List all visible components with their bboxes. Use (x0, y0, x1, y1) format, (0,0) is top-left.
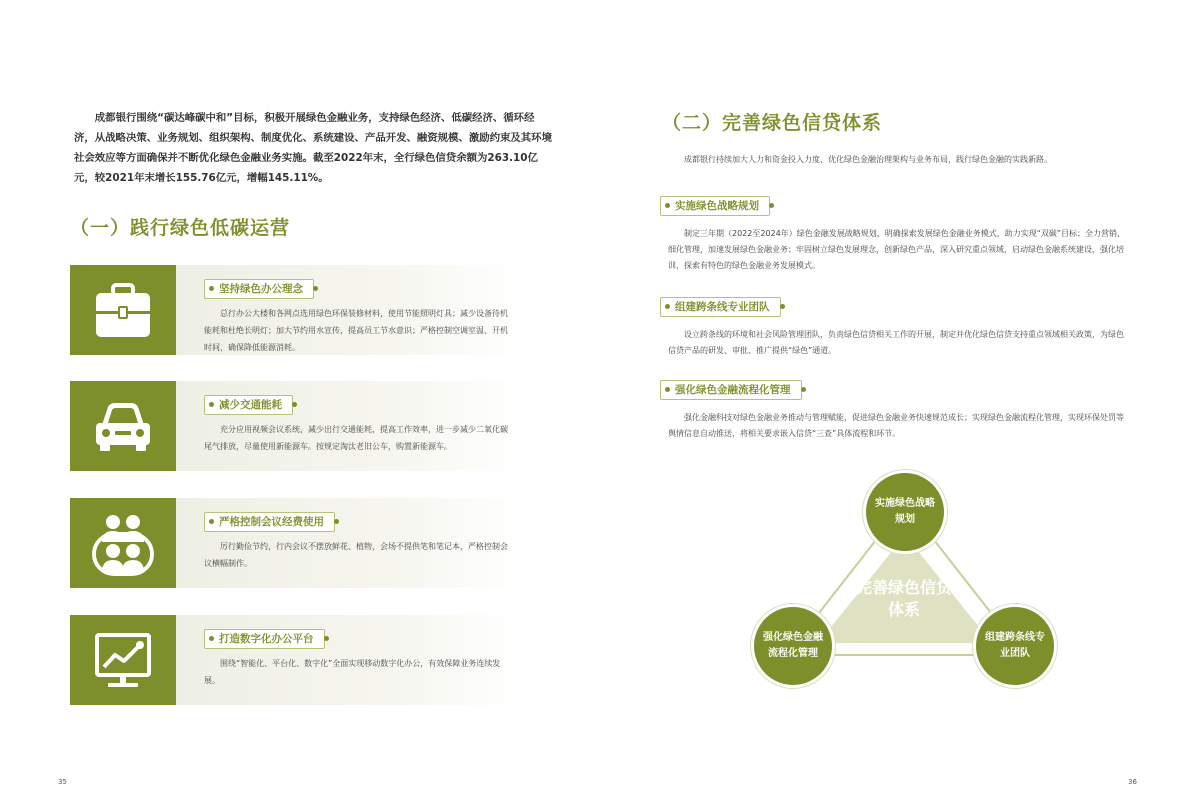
practice-item-desc: 总行办公大楼和各网点选用绿色环保装修材料，使用节能照明灯具；减少设备待机能耗和杜绝长明灯；加大节约用水宣传，提高员工节水意识；严格控制空调室温、开机时间，确保降低能源消耗。 (204, 309, 508, 352)
icon-box (70, 615, 176, 705)
practice-item (70, 615, 526, 705)
practice-item (70, 498, 526, 588)
practice-item (70, 265, 526, 355)
credit-system-diagram (740, 465, 1070, 695)
page-number-right: 36 (1128, 778, 1137, 786)
people-icon (70, 498, 176, 588)
subsection-title: 组建跨条线专业团队 (660, 297, 781, 317)
diagram-node-top: 实施绿色战略规划 (866, 473, 944, 551)
right-intro: 成都银行持续加大人力和资金投入力度，优化绿色金融治理架构与业务布局，践行绿色金融的实践新路。 (684, 155, 1052, 164)
icon-box (70, 381, 176, 471)
car-icon (70, 381, 176, 471)
subsection-desc: 强化金融科技对绿色金融业务推动与管理赋能，促进绿色金融业务快速规范成长；实现绿色金融流程化管理，实现环保处罚等舆情信息自动推送，将相关要求嵌入信贷“三查”具体流程和环节。 (668, 413, 1124, 438)
subsection-title: 强化绿色金融流程化管理 (660, 380, 802, 400)
practice-item-desc: 围绕“智能化、平台化、数字化”全面实现移动数字化办公，有效保障业务连续发展。 (204, 659, 501, 685)
practice-item-desc: 厉行勤俭节约，行内会议不摆放鲜花、植物，会场不提供笔和笔记本，严格控制会议横幅制作。 (204, 542, 508, 568)
practice-item-desc: 充分应用视频会议系统，减少出行交通能耗，提高工作效率，进一步减少二氧化碳尾气排放，尽量使用新能源车。按规定淘汰老旧公车，购置新能源车。 (204, 425, 508, 451)
page-number-left: 35 (58, 778, 67, 786)
practice-item-title: 打造数字化办公平台 (204, 629, 325, 649)
practice-item (70, 381, 526, 471)
practice-item-title: 减少交通能耗 (204, 395, 293, 415)
briefcase-icon (70, 265, 176, 355)
subsection-title: 实施绿色战略规划 (660, 196, 770, 216)
subsection-desc: 制定三年期（2022至2024年）绿色金融发展战略规划，明确探索发展绿色金融业务模式，助力实现“双碳”目标；全力营销、细化管理，加速发展绿色金融业务；牢固树立绿色发展理念，创新绿色产品，深入研究重点领域，启动绿色金融系统建设，强化培训，探索有特色的绿色金融业务发展模式。 (668, 229, 1126, 270)
intro-paragraph: 成都银行围绕“碳达峰碳中和”目标，积极开展绿色金融业务，支持绿色经济、低碳经济、循环经济，从战略决策、业务规划、组织架构、制度优化、系统建设、产品开发、融资规模、激励约束及其环境社会效应等方面确保并不断优化绿色金融业务实施。截至2022年末，全行绿色信贷余额为263.10亿元，较2021年末增长155.76亿元，增幅145.11%。 (74, 112, 552, 184)
diagram-center-label: 完善绿色信贷体系 (855, 578, 952, 619)
section-title-left: （一）践行绿色低碳运营 (70, 217, 291, 239)
practice-item-title: 严格控制会议经费使用 (204, 512, 335, 532)
icon-box (70, 265, 176, 355)
practice-item-title: 坚持绿色办公理念 (204, 279, 314, 299)
section-title-right: （二）完善绿色信贷体系 (662, 112, 883, 134)
diagram-node-right: 组建跨条线专业团队 (976, 607, 1054, 685)
diagram-node-left: 强化绿色金融流程化管理 (754, 607, 832, 685)
icon-box (70, 498, 176, 588)
chart-screen-icon (70, 615, 176, 705)
subsection-desc: 设立跨条线的环境和社会风险管理团队，负责绿色信贷相关工作的开展，制定并优化绿色信贷支持重点领域相关政策，为绿色信贷产品的研发、审批、推广提供“绿色”通道。 (668, 330, 1124, 355)
